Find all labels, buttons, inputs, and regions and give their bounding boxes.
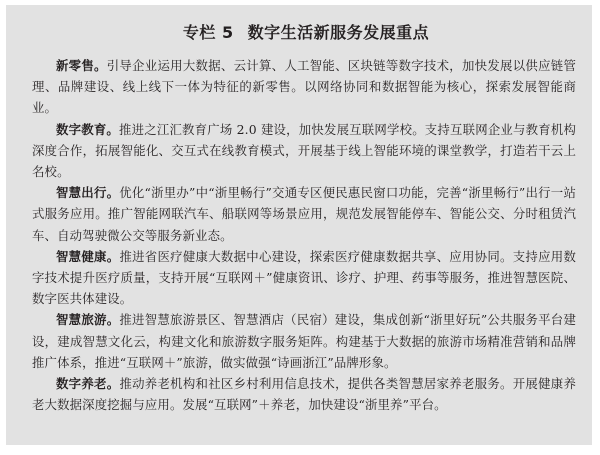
paragraph-digital-elderly-care [32, 373, 576, 415]
paragraph-body: 推动养老机构和社区乡村利用信息技术，提供各类智慧居家养老服务。开展健康养老大数据深度挖掘与应用。发展“互联网”＋养老，加快建设“浙里养”平台。 [32, 376, 576, 413]
paragraph-body: 推进智慧旅游景区、智慧酒店（民宿）建设，集成创新“浙里好玩”公共服务平台建设，建成智慧文化云，构建文化和旅游数字服务矩阵。构建基于大数据的旅游市场精准营销和品牌推广体系，推进“互联网＋”旅游，做实做强“诗画浙江”品牌形象。 [32, 312, 577, 370]
paragraph-digital-education [32, 119, 576, 183]
paragraph-heading: 智慧健康。 [56, 248, 120, 264]
paragraph-smart-mobility [32, 182, 576, 246]
column-number: 专栏 5 [182, 23, 234, 42]
column-title-text: 数字生活新服务发展重点 [247, 23, 430, 42]
paragraph-heading: 数字教育。 [56, 121, 120, 137]
paragraph-body: 推进之江汇教育广场 2.0 建设，加快发展互联网学校。支持互联网企业与教育机构深度合作，拓展智能化、交互式在线教育模式，开展基于线上智能环境的课堂教学，打造若干云上名校。 [32, 121, 577, 180]
paragraph-heading: 智慧出行。 [56, 185, 120, 201]
paragraph-body: 优化“浙里办”中“浙里畅行”交通专区便民惠民窗口功能，完善“浙里畅行”出行一站式服务应用。推广智能网联汽车、船联网等场景应用，规范发展智能停车、智能公交、分时租赁汽车、自动驾驶微公交等服务新业态。 [32, 185, 576, 243]
column-panel [6, 5, 592, 445]
paragraph-body: 推进省医疗健康大数据中心建设，探索医疗健康数据共享、应用协同。支持应用数字技术提升医疗质量，支持开展“互联网＋”健康资讯、诊疗、护理、药事等服务，推进智慧医院、数字医共体建设。 [32, 248, 576, 307]
paragraph-new-retail [32, 55, 576, 119]
column-title [36, 23, 576, 43]
paragraph-smart-tourism [32, 309, 576, 373]
paragraph-smart-health [32, 246, 576, 310]
paragraph-heading: 新零售。 [56, 58, 107, 73]
paragraph-heading: 智慧旅游。 [56, 312, 120, 328]
paragraph-body: 引导企业运用大数据、云计算、人工智能、区块链等数字技术，加快发展以供应链管理、品牌建设、线上线下一体为特征的新零售。以网络协同和数据智能为核心，探索发展智能商业。 [32, 58, 576, 116]
paragraph-heading: 数字养老。 [56, 376, 120, 392]
